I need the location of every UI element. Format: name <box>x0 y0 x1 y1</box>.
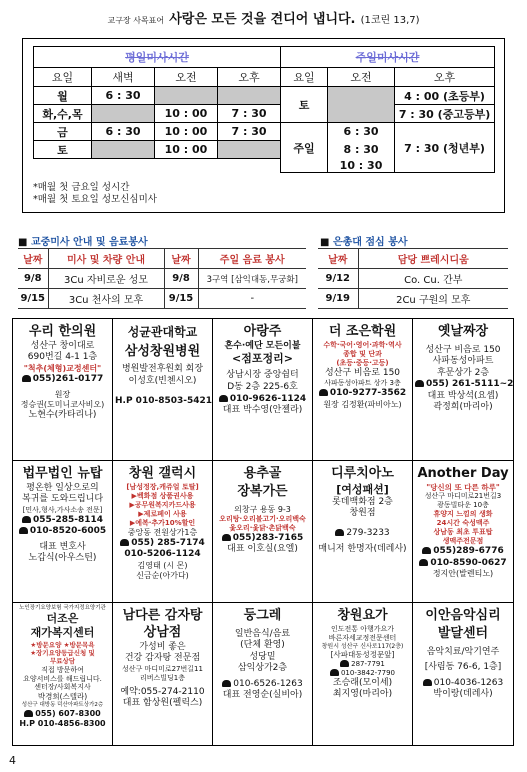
table-cell: - <box>198 289 306 309</box>
fri-pm: 7 : 30 <box>218 123 281 141</box>
blank-cell <box>218 87 281 105</box>
guide-col-date2: 날짜 <box>164 249 198 269</box>
guide-col-mass: 미사 및 차량 안내 <box>48 249 164 269</box>
tuethu-am: 10 : 00 <box>155 105 218 123</box>
fri-am: 10 : 00 <box>155 123 218 141</box>
col-morning-sun: 오전 <box>328 68 395 87</box>
table-cell: 9/19 <box>318 289 358 309</box>
col-dawn: 새벽 <box>92 68 155 87</box>
col-afternoon-sun: 오후 <box>395 68 495 87</box>
blank-cell <box>34 159 281 173</box>
page-header <box>0 8 527 27</box>
day-fri: 금 <box>34 123 92 141</box>
phone-icon <box>319 389 328 396</box>
ad-woori-clinic: 우리 한의원 성산구 창이대로 690번길 4-1 1층 "척추(체형)교정센터" 055)261-0177 원장 정승권(도미니코사비오) 노현수(카타리나) <box>13 319 113 461</box>
phone-icon <box>219 395 228 402</box>
phone-icon <box>19 527 28 534</box>
table-cell: Co. Cu. 간부 <box>358 269 508 289</box>
blank-cell <box>155 87 218 105</box>
square-bullet-icon: ■ <box>320 237 330 248</box>
ads-grid <box>12 318 514 746</box>
table-cell: 3Cu 자비로운 성모 <box>48 269 164 289</box>
note-first-friday: *매월 첫 금요일 성시간 <box>33 182 130 193</box>
col-day: 요일 <box>34 68 92 87</box>
lunch-section-title: ■ 은총대 점심 봉사 <box>320 237 408 248</box>
blank-cell <box>328 87 395 123</box>
mass-schedule-table <box>33 46 495 173</box>
ad-diluciano: 디루치아노 [여성패션] 롯데백화점 2층 창원점 279-3233 매니저 한명자(데레사) <box>313 461 413 603</box>
guide-col-drinks: 주일 음료 봉사 <box>198 249 306 269</box>
table-cell: 2Cu 구원의 모후 <box>358 289 508 309</box>
ad-yongchugol: 용추골 장복가든 의창구 용동 9-3 오리탕·오리불고기·오리백숙 옻오리·옻닭·촌닭백숙 055)283-7165 대표 이호실(요엘) <box>213 461 313 603</box>
guide-col-date: 날짜 <box>18 249 48 269</box>
ad-namdareun-gamjatang: 남다른 감자탕 상남점 가성비 좋은 건강 감자탕 전문점 성산구 마디미로27번길11 리버스빌딩1층 예약:055-274-2110 대표 함상원(펠릭스) <box>113 603 213 745</box>
mass-schedule-box <box>22 38 505 213</box>
blank-cell <box>92 141 155 159</box>
ad-dunggeure: 둥그레 일반음식/음료 (단체 환영) 성당밑 삼익상가2층 010-6526-1263 대표 전영순(실비아) <box>213 603 313 745</box>
sun-am2: 8 : 30 <box>328 141 395 159</box>
page-number: 4 <box>9 754 16 767</box>
mon-dawn: 6 : 30 <box>92 87 155 105</box>
sat-eve-pm1: 4 : 00 (초등부) <box>395 87 495 105</box>
ad-changwon-galaxy: 창원 갤럭시 [남성정장,캐쥬얼 토탈] ▶벡화점 상품권사용 ▶공무원복지카드사용 ▶제로페이 사용 ▶예복·추가10%할인 중앙동 전원상가1층 055) 285-7174 010-5206-1124 김영태 (시 몬) 신금순(아가다) <box>113 461 213 603</box>
lunch-col-date: 날짜 <box>318 249 358 269</box>
guide-section-title: ■ 교중미사 안내 및 음료봉사 <box>18 237 148 248</box>
day-sat-eve: 토 <box>281 87 328 123</box>
table-cell: 9/8 <box>164 269 198 289</box>
lunch-table <box>318 248 508 309</box>
day-sunday: 주일 <box>281 123 328 173</box>
motto-text: 사랑은 모든 것을 견디어 냅니다. <box>169 12 356 27</box>
ad-newtop-law: 법무법인 뉴탑 평온한 일상으로의 복귀를 도와드립니다 [민사,형사,가사소송 전문] 055-285-8114 010-8520-6005 대표 변호사 노갑식(아우스틴) <box>13 461 113 603</box>
day-tue-thu: 화,수,목 <box>34 105 92 123</box>
phone-icon <box>423 679 432 686</box>
ad-another-day: Another Day "당신의 또 다른 하루" 성산구 마디미로21번길3 광동빌타운 10층 휴양지 느낌의 생화 24시간 숙성맥주 상남동 최초 투표탑 생맥주전문점 055)289-6776 010-8590-0627 정지안(발렌티노) <box>413 461 513 603</box>
phone-icon <box>422 547 431 554</box>
col-afternoon: 오후 <box>218 68 281 87</box>
sunday-mass-title: 주일미사시간 <box>281 47 495 68</box>
day-mon: 월 <box>34 87 92 105</box>
phone-icon <box>222 534 231 541</box>
table-cell: 9/12 <box>318 269 358 289</box>
phone-icon <box>120 539 129 546</box>
blank-cell <box>218 141 281 159</box>
tuethu-pm: 7 : 30 <box>218 105 281 123</box>
phone-icon <box>22 375 31 382</box>
table-cell: 9/15 <box>164 289 198 309</box>
phone-icon <box>419 559 428 566</box>
fri-dawn: 6 : 30 <box>92 123 155 141</box>
motto-label: 교구장 사목표어 <box>107 16 165 25</box>
phone-icon <box>24 710 33 717</box>
phone-icon <box>340 660 349 667</box>
day-sat: 토 <box>34 141 92 159</box>
ad-samsung-hospital: 성균관대학교 삼성창원병원 병원발전후원회 회장 이성호(빈첸시오) H.P 010-8503-5421 <box>113 319 213 461</box>
sun-am3: 10 : 30 <box>328 159 395 173</box>
weekday-mass-title: 평일미사시간 <box>34 47 281 68</box>
note-first-saturday: *매월 첫 토요일 성모신심미사 <box>33 194 157 205</box>
sun-pm: 7 : 30 (청년부) <box>395 123 495 173</box>
phone-icon <box>415 380 424 387</box>
blank-cell <box>92 105 155 123</box>
square-bullet-icon: ■ <box>18 237 28 248</box>
ad-deo-joeun-care: 노인장기요양보험 국가지정요양기관 더조은 재가복지센터 ★방문요양 ★방문목욕 ★장기요양등급신청 및 무료상담 직접 방문하여 요양서비스를 해드립니다. 센터장/사회복지사 박경희(스텔라) 성산구 대방동 덕산아파트상가2층 055) 607-8300 H.P 010-4856-8300 <box>13 603 113 745</box>
phone-icon <box>22 516 31 523</box>
guide-table <box>18 248 306 309</box>
table-cell: 3Cu 천사의 모후 <box>48 289 164 309</box>
ad-deo-joeun-academy: 더 조은학원 수학·국어·영어·과학·역사 종합 및 단과 (초등·중등·고등) 성산구 비음로 150 사파동성아파트 상가 3층 010-9277-3562 원장 김정환(파비아노) <box>313 319 413 461</box>
sat-am: 10 : 00 <box>155 141 218 159</box>
ad-arangju: 아랑주 혼수·예단 모든이불 <점포정리> 상남시장 중앙쉼터 D동 2층 225-6호 010-9626-1124 대표 박수영(안젤라) <box>213 319 313 461</box>
mass-notes <box>33 182 157 206</box>
ad-old-jjajang: 옛날짜장 성산구 비음로 150 사파동성아파트 후문상가 2층 055) 261-5111~2 대표 박상석(요셉) 곽정희(마리아) <box>413 319 513 461</box>
phone-icon <box>335 529 344 536</box>
phone-icon <box>222 680 231 687</box>
col-morning: 오전 <box>155 68 218 87</box>
ad-ian-music-center: 이안음악심리 발달센터 음악치료/악기연주 [사림동 76-6, 1층] 010-4036-1263 박이랑(데레사) <box>424 608 504 700</box>
table-cell: 3구역 [삼익대동,무궁화] <box>198 269 306 289</box>
lunch-col-team: 담당 쁘레시디움 <box>358 249 508 269</box>
table-cell: 9/8 <box>18 269 48 289</box>
phone-icon <box>330 669 339 676</box>
motto-reference: (1코린 13,7) <box>360 15 420 26</box>
col-day-sun: 요일 <box>281 68 328 87</box>
ad-changwon-yoga: 창원요가 인도전통 아행가요가 바른자세교정전문센터 창원시 성산구 신사로117(2층) [사파대동성정문앞] 287-7791 010-3842-7790 조승래(모이세) 최지영(마리아) <box>313 603 413 745</box>
sat-eve-pm2: 7 : 30 (중고등부) <box>395 105 495 123</box>
table-cell: 9/15 <box>18 289 48 309</box>
sun-am1: 6 : 30 <box>328 123 395 141</box>
